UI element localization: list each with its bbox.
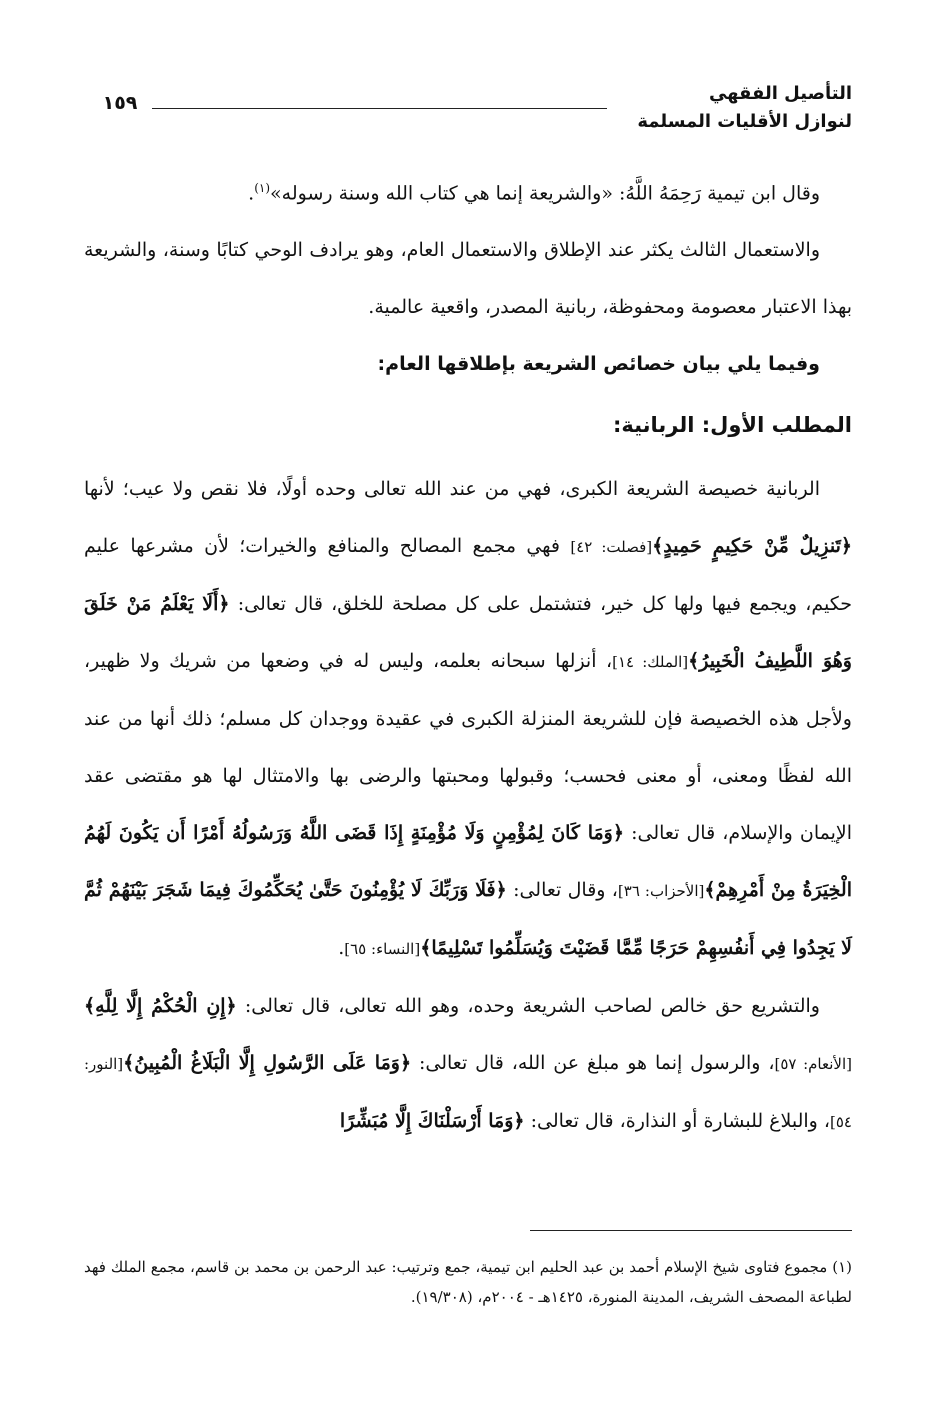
section-title: المطلب الأول: الربانية: [612, 413, 852, 438]
footnote-reference[interactable]: (١) [254, 181, 271, 195]
quote-text: وقال ابن تيمية رَحِمَهُ اللَّهُ: «والشريعة إنما هي كتاب الله وسنة رسوله» [270, 182, 820, 205]
verse-reference: [فصلت: ٤٢] [570, 538, 653, 557]
verse-reference: [النساء: ٦٥] [344, 940, 421, 959]
header-title-line1: التأصيل الفقهي [708, 83, 852, 104]
paragraph-legislation [84, 978, 852, 1151]
text-segment: ، والبلاغ للبشارة أو النذارة، قال تعالى: [524, 1110, 831, 1133]
paragraph-third-usage: والاستعمال الثالث يكثر عند الإطلاق والاستعمال العام، وهو يرادف الوحي كتابًا وسنة، والشريعة بهذا الاعتبار معصومة ومحفوظة، ربانية المصدر، واقعية عالمية. [84, 239, 852, 319]
quote-end: . [248, 182, 255, 205]
paragraph-ibn-taymiyyah-quote [84, 160, 852, 222]
quran-verse: ﴿إِنِ الْحُكْمُ إِلَّا لِلَّهِ﴾ [84, 995, 237, 1018]
page-number: ١٥٩ [102, 92, 138, 114]
quran-verse: ﴿تَنزِيلٌ مِّنْ حَكِيمٍ حَمِيدٍ﴾ [652, 535, 852, 558]
text-segment: فهي مجمع المصالح والمنافع والخيرات؛ لأن مشرعها عليم حكيم، ويجمع فيها ولها كل خير، فتشتمل على كل مصلحة للخلق، قال تعالى: [84, 535, 852, 616]
quran-verse: ﴿وَمَا أَرْسَلْنَاكَ إِلَّا مُبَشِّرًا [339, 1110, 525, 1133]
quran-verse: ﴿فَلَا وَرَبِّكَ لَا يُؤْمِنُونَ حَتَّىٰ يُحَكِّمُوكَ فِيمَا شَجَرَ بَيْنَهُمْ ثُمَّ لَا يَجِدُوا فِي أَنفُسِهِمْ حَرَجًا مِّمَّا قَضَيْتَ وَيُسَلِّمُوا تَسْلِيمًا﴾ [84, 879, 852, 960]
main-text [84, 160, 852, 1151]
text-segment: ، أنزلها سبحانه بعلمه، وليس له في وضعها من شريك ولا ظهير، ولأجل هذه الخصيصة فإن للشريعة المنزلة الكبرى في عقيدة ووجدان كل مسلم؛ ذلك أنها من عند الله لفظًا ومعنى، أو معنى فحسب؛ وقبولها ومحبتها والرضى بها والامتثال لها هو مقتضى عقد الإيمان والإسلام، قال تعالى: [84, 650, 852, 845]
header-title-line2: لنوازل الأقليات المسلمة [637, 111, 852, 132]
text-segment: والتشريع حق خالص لصاحب الشريعة وحده، وهو الله تعالى، قال تعالى: [236, 995, 820, 1018]
characteristics-intro: وفيما يلي بيان خصائص الشريعة بإطلاقها العام: [377, 353, 820, 376]
verse-reference: [الأنعام: ٥٧] [774, 1055, 852, 1074]
verse-reference: [النور: ٥٤] [84, 1055, 852, 1132]
paragraph-divinity [84, 461, 852, 978]
header-rule [152, 108, 607, 109]
text-segment: ، والرسول إنما هو مبلغ عن الله، قال تعالى: [411, 1052, 775, 1075]
text-segment: الربانية خصيصة الشريعة الكبرى، فهي من عند الله تعالى وحده أولًا، فلا نقص ولا عيب؛ لأنها [84, 478, 820, 501]
footnote [84, 1252, 852, 1312]
footnote-rule [530, 1230, 852, 1231]
quran-verse: ﴿أَلَا يَعْلَمُ مَنْ خَلَقَ وَهُوَ اللَّطِيفُ الْخَبِيرُ﴾ [84, 593, 852, 673]
quran-verse: ﴿وَمَا عَلَى الرَّسُولِ إِلَّا الْبَلَاغُ الْمُبِينُ﴾ [123, 1052, 412, 1075]
footnote-text: مجموع فتاوى شيخ الإسلام أحمد بن عبد الحليم ابن تيمية، جمع وترتيب: عبد الرحمن بن محمد بن قاسم، مجمع الملك فهد لطباعة المصحف الشريف، المدينة المنورة، ١٤٢٥هـ - ٢٠٠٤م، (١٩/٣٠٨). [84, 1258, 852, 1306]
running-header-title [592, 80, 852, 136]
text-segment: ، وقال تعالى: [506, 879, 618, 902]
verse-reference: [الأحزاب: ٣٦] [617, 882, 705, 901]
quran-verse: ﴿وَمَا كَانَ لِمُؤْمِنٍ وَلَا مُؤْمِنَةٍ إِذَا قَضَى اللَّهُ وَرَسُولُهُ أَمْرًا أَن يَكُونَ لَهُمُ الْخِيَرَةُ مِنْ أَمْرِهِمْ﴾ [84, 822, 852, 902]
footnote-marker: (١) [832, 1258, 852, 1276]
text-segment: . [338, 937, 345, 960]
verse-reference: [الملك: ١٤] [612, 653, 689, 672]
